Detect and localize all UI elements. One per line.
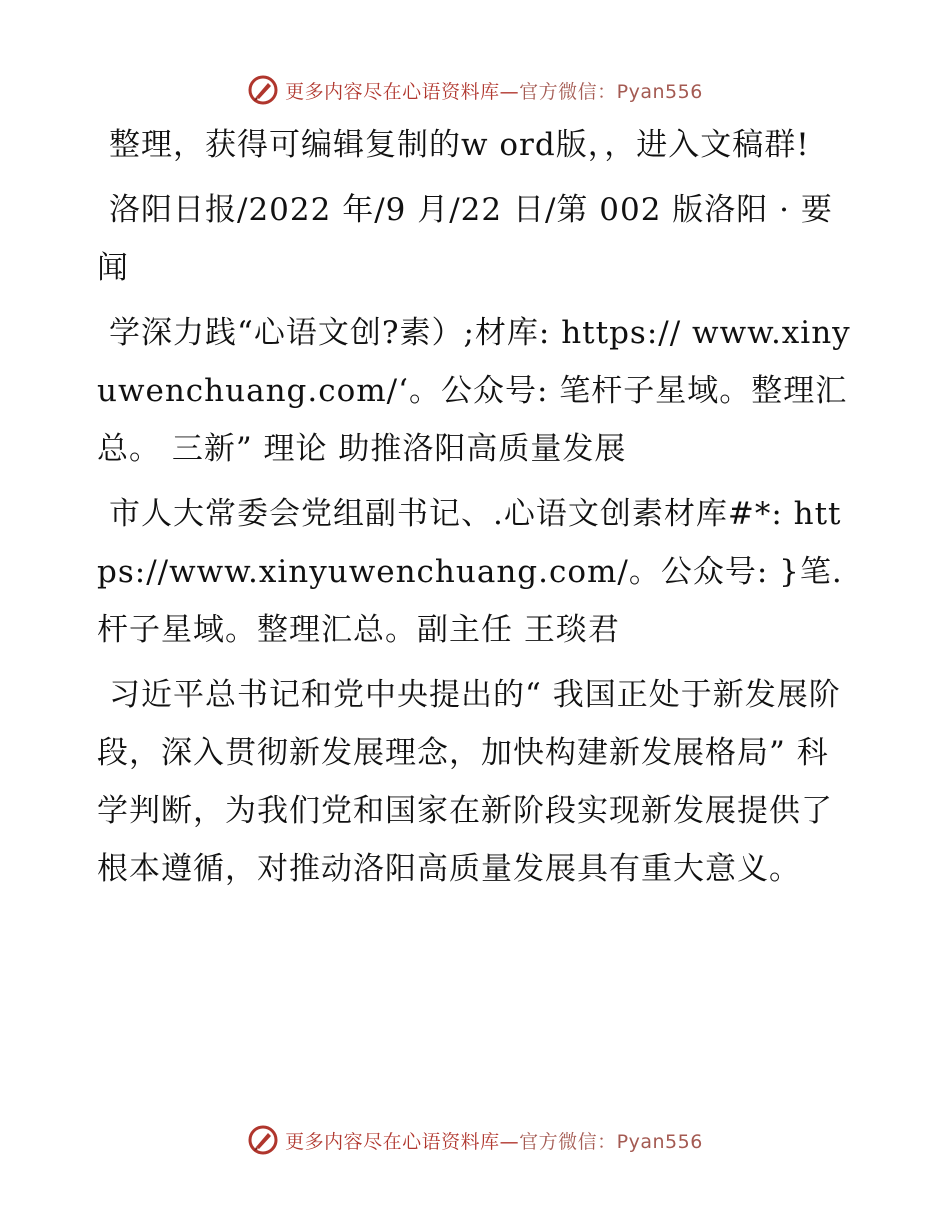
footer-banner-main: 更多内容尽在心语资料库 bbox=[285, 1130, 500, 1153]
header-banner-main: 更多内容尽在心语资料库 bbox=[285, 80, 500, 103]
pen-circle-logo-icon bbox=[247, 1124, 279, 1156]
header-banner-text bbox=[285, 77, 703, 104]
footer-banner-separator: — bbox=[499, 1130, 520, 1153]
footer-banner-text bbox=[285, 1127, 703, 1154]
header-banner-wechat: 官方微信：Pyan556 bbox=[519, 80, 703, 103]
header-banner-separator: — bbox=[499, 80, 520, 103]
header-banner bbox=[0, 70, 950, 110]
pen-circle-logo-icon bbox=[247, 74, 279, 106]
footer-banner-wechat: 官方微信：Pyan556 bbox=[519, 1130, 703, 1153]
document-body bbox=[97, 116, 857, 905]
paragraph-intro: 整理，获得可编辑复制的w ord版，，进入文稿群! bbox=[109, 127, 810, 163]
footer-banner bbox=[0, 1120, 950, 1160]
paragraph-author: 市人大常委会党组副书记、.心语文创素材库#*: https://www.xinyuwenchuang.com/。公众号: }笔.杆子星域。整理汇总。副主任 王琰君 bbox=[97, 496, 843, 648]
paragraph-source: 洛阳日报/2022 年/9 月/22 日/第 002 版洛阳 · 要闻 bbox=[97, 192, 833, 286]
paragraph-title: 学深力践“心语文创?素）;材库: https:// www.xinyuwenchuang.com/‘。公众号: 笔杆子星域。整理汇总。 三新” 理论 助推洛阳高质量发展 bbox=[97, 315, 851, 467]
paragraph-body: 习近平总书记和党中央提出的“ 我国正处于新发展阶段，深入贯彻新发展理念，加快构建新发展格局” 科学判断，为我们党和国家在新阶段实现新发展提供了根本遵循，对推动洛阳高质量发展具有重大意义。 bbox=[97, 677, 841, 887]
